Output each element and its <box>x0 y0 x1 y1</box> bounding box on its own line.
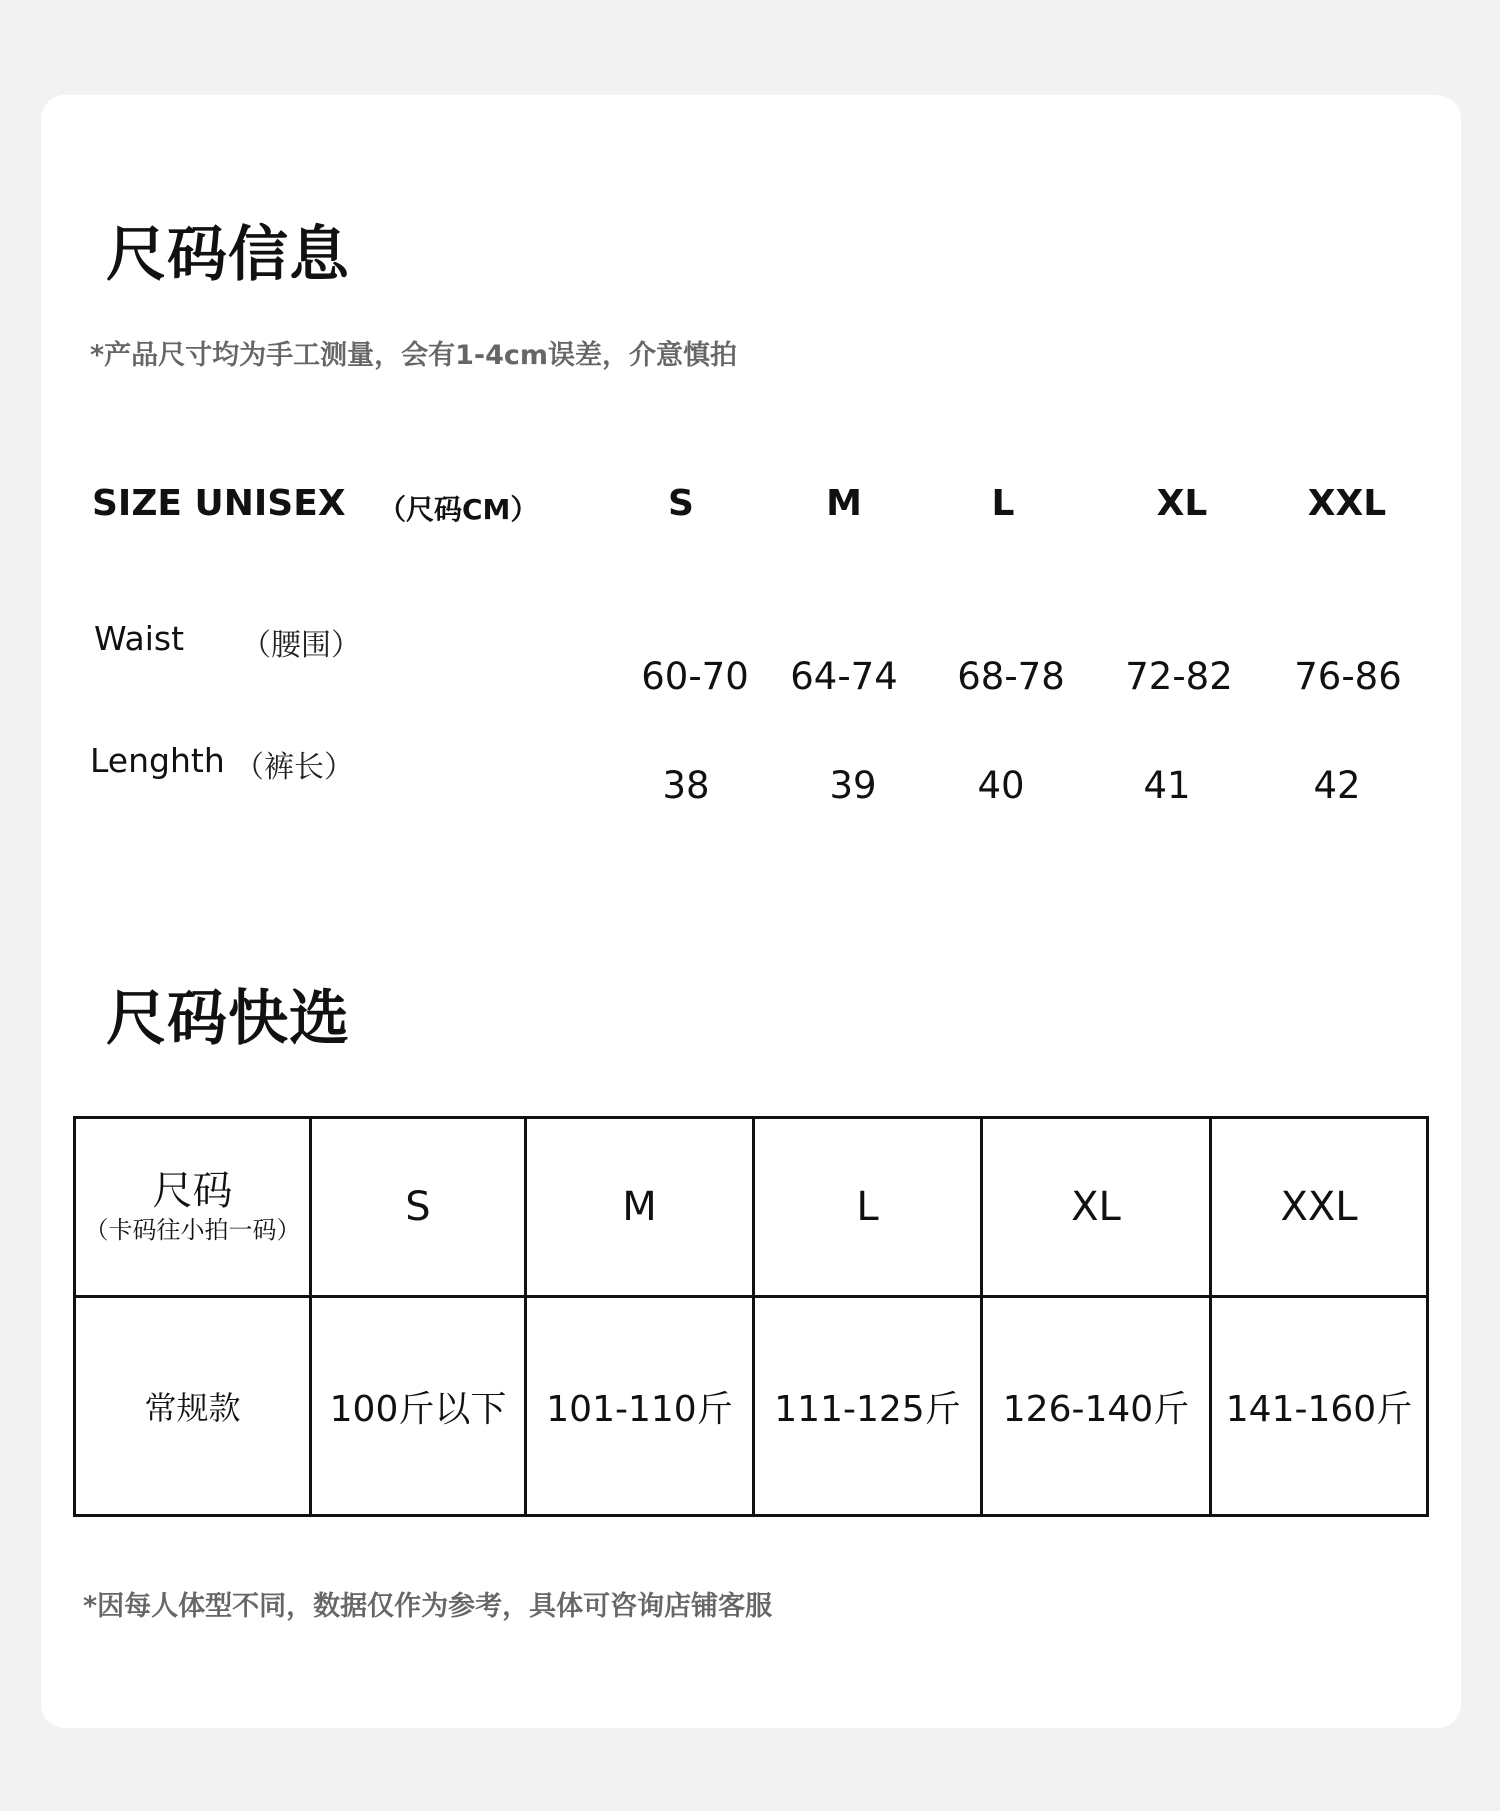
waist-value-l: 68-78 <box>957 655 1065 698</box>
quick-header-main: 尺码 <box>152 1168 233 1214</box>
quick-weight-m: 101-110斤 <box>526 1297 754 1516</box>
size-header-m: M <box>826 483 862 524</box>
quick-select-title: 尺码快选 <box>106 984 350 1054</box>
length-value-s: 38 <box>662 764 710 807</box>
measurement-note: *产品尺寸均为手工测量，会有1-4cm误差，介意慎拍 <box>90 340 738 371</box>
waist-value-xl: 72-82 <box>1125 655 1233 698</box>
quick-size-xl: XL <box>982 1118 1211 1297</box>
quick-size-s: S <box>311 1118 526 1297</box>
quick-weight-l: 111-125斤 <box>754 1297 982 1516</box>
quick-weight-xxl: 141-160斤 <box>1211 1297 1428 1516</box>
quick-header-sub: （卡码往小拍一码） <box>84 1216 301 1244</box>
size-info-title: 尺码信息 <box>106 220 350 290</box>
size-header-xl: XL <box>1156 483 1208 524</box>
quick-select-table <box>73 1116 1429 1517</box>
quick-size-row <box>75 1118 1428 1297</box>
quick-size-xxl: XXL <box>1211 1118 1428 1297</box>
waist-value-xxl: 76-86 <box>1294 655 1402 698</box>
size-unit-label: （尺码CM） <box>378 493 539 526</box>
quick-weight-xl: 126-140斤 <box>982 1297 1211 1516</box>
length-value-l: 40 <box>977 764 1025 807</box>
length-value-m: 39 <box>829 764 877 807</box>
quick-weight-row <box>75 1297 1428 1516</box>
quick-header-cell <box>75 1118 311 1297</box>
quick-size-l: L <box>754 1118 982 1297</box>
size-card <box>41 95 1461 1728</box>
length-value-xxl: 42 <box>1313 764 1361 807</box>
size-header-l: L <box>991 483 1015 524</box>
size-unisex-label: SIZE UNISEX <box>92 483 346 524</box>
waist-label: Waist <box>94 619 185 658</box>
size-header-s: S <box>668 483 694 524</box>
length-value-xl: 41 <box>1143 764 1191 807</box>
waist-value-s: 60-70 <box>641 655 749 698</box>
waist-label-cn: （腰围） <box>241 628 361 663</box>
quick-size-m: M <box>526 1118 754 1297</box>
size-header-xxl: XXL <box>1307 483 1387 524</box>
quick-row-label: 常规款 <box>75 1297 311 1516</box>
reference-note: *因每人体型不同，数据仅作为参考，具体可咨询店铺客服 <box>83 1591 773 1622</box>
length-label: Lenghth <box>90 741 225 780</box>
waist-value-m: 64-74 <box>790 655 898 698</box>
quick-weight-s: 100斤以下 <box>311 1297 526 1516</box>
length-label-cn: （裤长） <box>234 750 354 785</box>
